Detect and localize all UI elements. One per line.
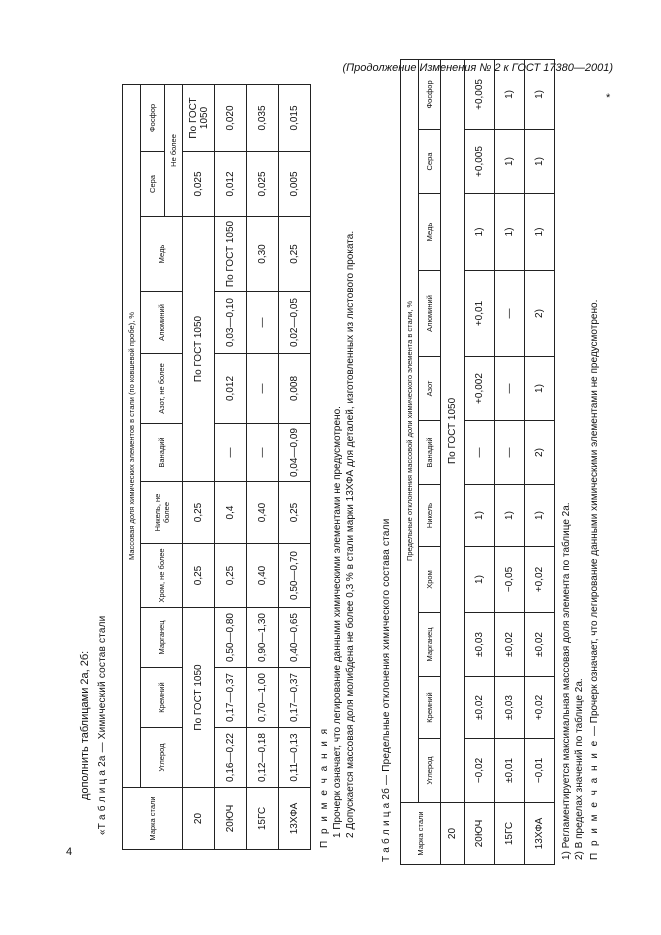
value-cell: По ГОСТ 1050	[183, 608, 215, 788]
grade-cell: 13ХФА	[525, 803, 555, 865]
value-cell: 0,70—1,00	[247, 668, 279, 728]
table-2b-footnotes	[560, 300, 601, 860]
value-cell: ±0,01	[495, 739, 525, 803]
col-silicon: Кремний	[419, 677, 441, 739]
grade-cell: 20	[183, 788, 215, 850]
note-label: П р и м е ч а н и е	[589, 738, 600, 860]
col-vanadium: Ванадий	[141, 424, 183, 482]
value-cell: 0,40	[247, 544, 279, 608]
value-cell: 0,25	[279, 482, 311, 544]
grade-cell: 20ЮЧ	[465, 803, 495, 865]
value-cell: 0,4	[215, 482, 247, 544]
star-mark: *	[606, 92, 611, 104]
value-cell: 0,25	[215, 544, 247, 608]
value-cell: 0,17—0,37	[215, 668, 247, 728]
value-cell: —	[215, 424, 247, 482]
table-2b-caption	[380, 518, 394, 862]
value-cell: 2)	[525, 421, 555, 485]
value-cell: 0,25	[279, 217, 311, 292]
table-2b-caption-label: Т а б л и ц а	[381, 802, 392, 862]
value-cell: —	[495, 271, 525, 357]
value-cell: 1)	[495, 194, 525, 271]
value-cell: 0,015	[279, 84, 311, 151]
value-cell: 0,008	[279, 354, 311, 424]
value-cell: +0,005	[465, 130, 495, 194]
col-manganese: Марганец	[141, 608, 183, 668]
table-row	[525, 59, 555, 864]
value-cell: 1)	[465, 547, 495, 613]
value-cell: 0,17—0,37	[279, 668, 311, 728]
table-row	[495, 59, 525, 864]
notes-title: П р и м е ч а н и я	[319, 726, 330, 848]
col-carbon: Углерод	[419, 739, 441, 803]
table-2b	[400, 59, 555, 865]
footnote-2: 2) В пределах значений по таблице 2а.	[574, 678, 585, 860]
table-2a	[122, 84, 317, 850]
value-cell: +0,005	[465, 59, 495, 129]
intro-text: дополнить таблицами 2а, 2б:	[79, 650, 91, 800]
value-cell: 0,020	[215, 84, 247, 151]
col-nickel: Никель	[419, 485, 441, 547]
table-2a-caption	[96, 616, 110, 835]
grade-cell: 15ГС	[495, 803, 525, 865]
value-cell: +0,02	[525, 677, 555, 739]
value-cell: 0,25	[183, 482, 215, 544]
value-cell: 1)	[525, 59, 555, 129]
value-cell: —	[465, 421, 495, 485]
value-cell: −0,05	[495, 547, 525, 613]
table-row	[247, 84, 279, 849]
value-cell: 0,04—0,09	[279, 424, 311, 482]
value-cell: ±0,02	[465, 677, 495, 739]
col-vanadium: Ванадий	[419, 421, 441, 485]
subheader-max: Не более	[165, 84, 183, 216]
col-copper: Медь	[419, 194, 441, 271]
table-row	[441, 59, 465, 864]
value-cell: 0,12—0,18	[247, 728, 279, 788]
col-nitrogen: Азот, не более	[141, 354, 183, 424]
col-grade: Марка стали	[123, 788, 183, 850]
page-number: 4	[66, 846, 73, 858]
value-cell: —	[495, 357, 525, 421]
value-cell: 1)	[495, 59, 525, 129]
value-cell: По ГОСТ 1050	[441, 59, 465, 802]
table-2b-note	[588, 300, 601, 860]
col-chromium: Хром, не более	[141, 544, 183, 608]
value-cell: 0,03—0,10	[215, 292, 247, 354]
value-cell: —	[247, 292, 279, 354]
col-sulfur: Сера	[419, 130, 441, 194]
value-cell: 0,005	[279, 152, 311, 217]
value-cell: —	[495, 421, 525, 485]
value-cell: −0,01	[525, 739, 555, 803]
value-cell: 0,012	[215, 152, 247, 217]
table-row	[279, 84, 311, 849]
value-cell: 0,40—0,65	[279, 608, 311, 668]
grade-cell: 13ХФА	[279, 788, 311, 850]
col-aluminium: Алюминий	[141, 292, 183, 354]
table-row	[465, 59, 495, 864]
grade-cell: 15ГС	[247, 788, 279, 850]
col-nitrogen: Азот	[419, 357, 441, 421]
value-cell: —	[247, 424, 279, 482]
value-cell: +0,02	[525, 547, 555, 613]
value-cell: 0,02—0,05	[279, 292, 311, 354]
value-cell: 0,90—1,30	[247, 608, 279, 668]
value-cell: —	[247, 354, 279, 424]
col-chromium: Хром	[419, 547, 441, 613]
col-carbon: Углерод	[141, 728, 183, 788]
table-row	[215, 84, 247, 849]
value-cell: 1)	[525, 357, 555, 421]
value-cell: +0,01	[465, 271, 495, 357]
value-cell: 0,50—0,80	[215, 608, 247, 668]
table-2a-caption-label: «Т а б л и ц а	[97, 769, 108, 835]
col-nickel: Никель, не более	[141, 482, 183, 544]
value-cell: 1)	[495, 130, 525, 194]
value-cell: ±0,03	[465, 613, 495, 677]
group-header: Массовая доля химических элементов в стали (по ковшевой пробе), %	[123, 84, 141, 787]
value-cell: ±0,02	[495, 613, 525, 677]
value-cell: 0,11—0,13	[279, 728, 311, 788]
col-phosphorus: Фосфор	[419, 59, 441, 129]
table-2a-notes	[318, 231, 357, 848]
value-cell: 0,30	[247, 217, 279, 292]
value-cell: ±0,03	[495, 677, 525, 739]
table-2a-caption-rest: 2а — Химический состав стали	[97, 615, 108, 767]
col-grade: Марка стали	[401, 803, 441, 865]
table-row	[183, 84, 215, 849]
continuation-header: (Продолжение Изменения № 2 к ГОСТ 17380—2001)	[342, 62, 613, 74]
col-silicon: Кремний	[141, 668, 183, 728]
grade-cell: 20	[441, 803, 465, 865]
value-cell: 0,50—0,70	[279, 544, 311, 608]
value-cell: 0,25	[183, 544, 215, 608]
value-cell: 0,035	[247, 84, 279, 151]
col-manganese: Марганец	[419, 613, 441, 677]
col-aluminium: Алюминий	[419, 271, 441, 357]
note-1: 1 Прочерк означает, что легирование данными химическими элементами не предусмотрено.	[332, 406, 343, 838]
value-cell: 1)	[465, 194, 495, 271]
value-cell: ±0,02	[525, 613, 555, 677]
value-cell: 0,025	[247, 152, 279, 217]
value-cell: 1)	[525, 130, 555, 194]
footnote-1: 1) Регламентируется максимальная массовая доля элемента по таблице 2а.	[561, 502, 572, 860]
value-cell: +0,002	[465, 357, 495, 421]
col-copper: Медь	[141, 217, 183, 292]
value-cell: По ГОСТ 1050	[183, 217, 215, 482]
value-cell: 0,012	[215, 354, 247, 424]
col-phosphorus: Фосфор	[141, 84, 165, 151]
value-cell: 1)	[465, 485, 495, 547]
value-cell: По ГОСТ 1050	[215, 217, 247, 292]
value-cell: 1)	[525, 485, 555, 547]
table-2b-caption-rest: 2б — Предельные отклонения химического состава стали	[381, 518, 392, 800]
note-text: — Прочерк означает, что легирование данными химическими элементами не предусмотрено.	[589, 299, 600, 736]
col-sulfur: Сера	[141, 152, 165, 217]
group-header: Предельные отклонения массовой доли химического элемента в стали, %	[401, 59, 419, 802]
value-cell: 1)	[525, 194, 555, 271]
value-cell: 0,025	[183, 152, 215, 217]
grade-cell: 20ЮЧ	[215, 788, 247, 850]
value-cell: По ГОСТ 1050	[183, 84, 215, 151]
value-cell: 0,40	[247, 482, 279, 544]
value-cell: 0,16—0,22	[215, 728, 247, 788]
value-cell: 2)	[525, 271, 555, 357]
value-cell: 1)	[495, 485, 525, 547]
value-cell: −0,02	[465, 739, 495, 803]
note-2: 2 Допускается массовая доля молибдена не более 0,3 % в стали марки 13ХФА для деталей, изготовленных из листового проката.	[345, 230, 356, 838]
